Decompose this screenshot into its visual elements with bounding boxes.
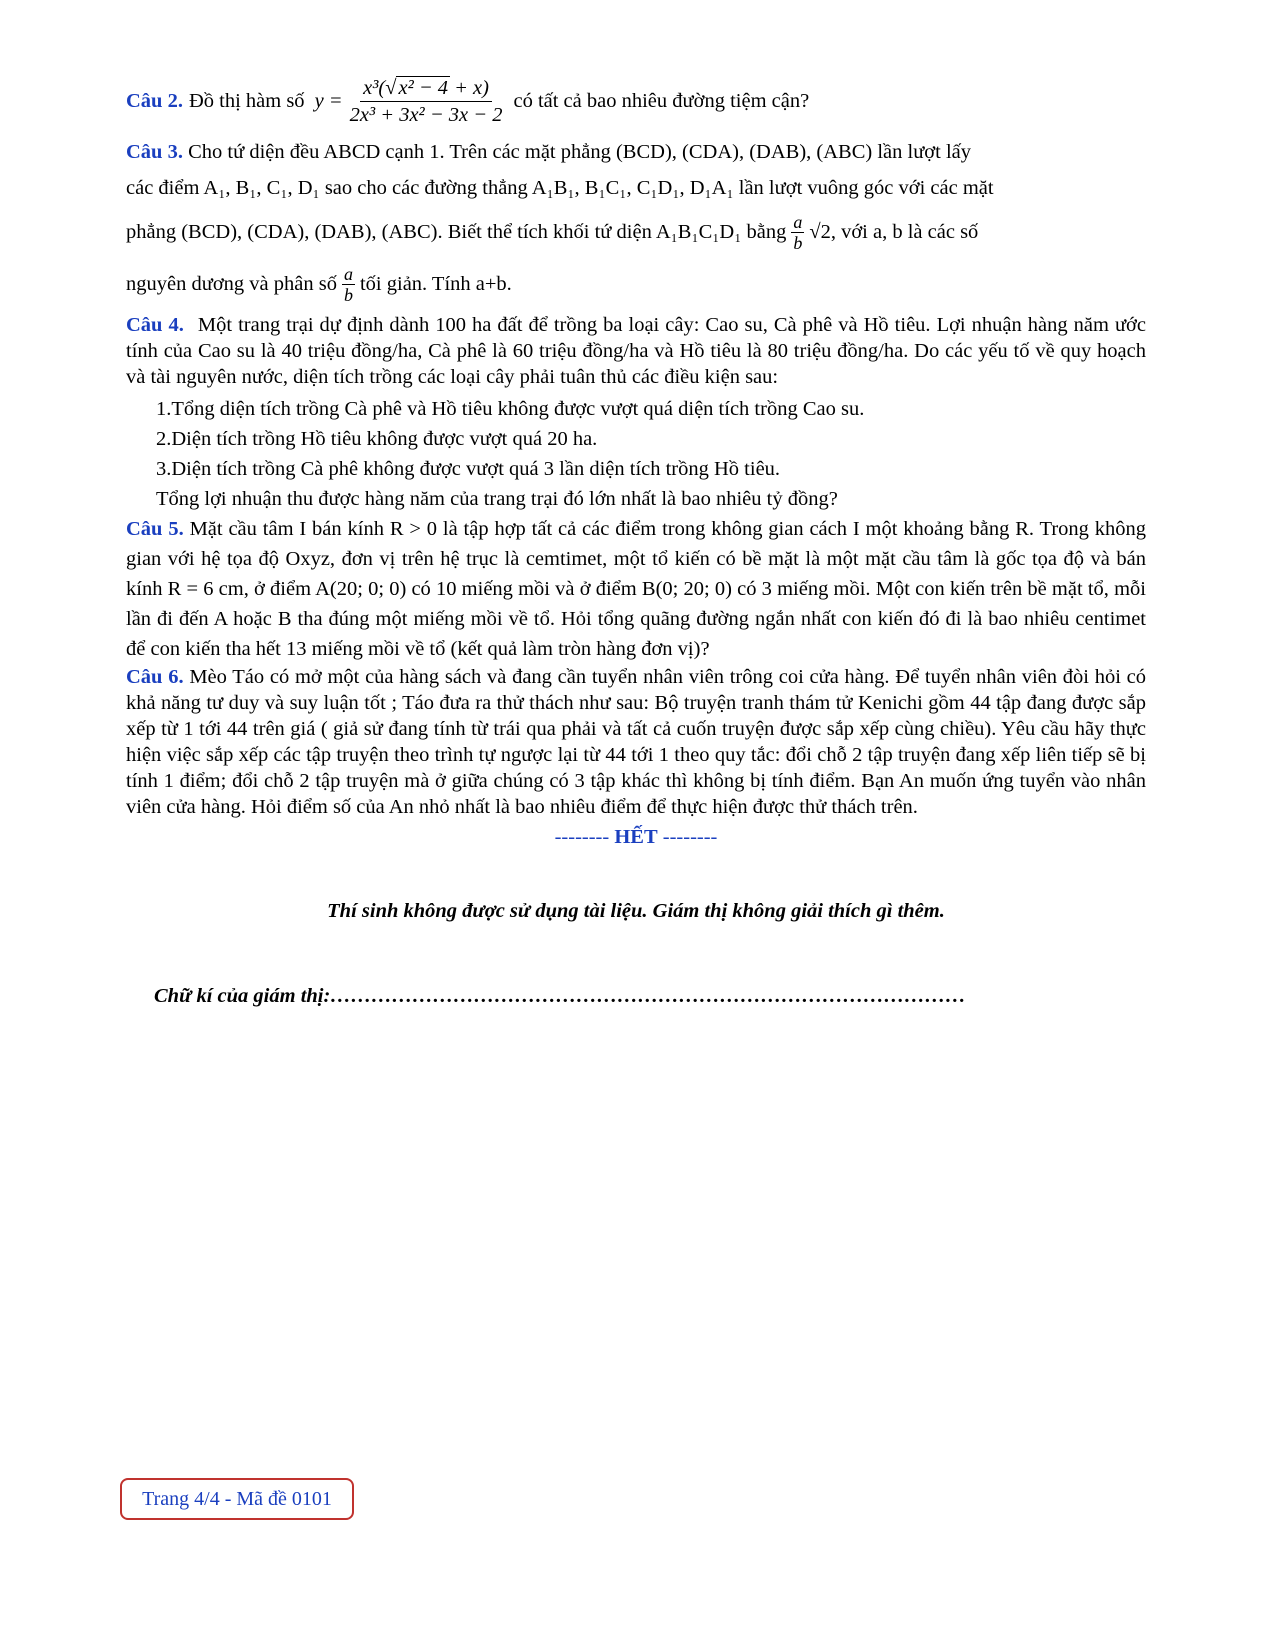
question-3 [126, 134, 1146, 310]
question-3-line-2: các điểm A₁, B₁, C₁, D₁ sao cho các đường thẳng A₁B₁, B₁C₁, C₁D₁, D₁A₁ lần lượt vuông góc với các mặt [126, 177, 994, 199]
question-4-conditions [126, 394, 1146, 514]
question-2-numerator [360, 76, 492, 102]
question-3-line-4-tail: tối giản. Tính a+b. [359, 273, 512, 295]
question-3-label: Câu 3. [126, 141, 183, 163]
question-2-function-lhs: y = [314, 90, 343, 112]
question-3-line-3-tail: √2, với a, b là các số [809, 221, 979, 243]
question-3-line-1 [126, 134, 1146, 170]
numerator-prefix: x³( [363, 77, 386, 99]
question-3-line-4 [126, 258, 1146, 310]
end-dashes-right: -------- [662, 826, 718, 848]
question-5 [126, 514, 1146, 664]
end-mark [126, 824, 1146, 850]
sqrt-radical: √ x² − 4 [385, 77, 449, 99]
question-3-line-1-text: Cho tứ diện đều ABCD cạnh 1. Trên các mặt phẳng (BCD), (CDA), (DAB), (ABC) lần lượt lấy [188, 141, 972, 163]
question-2 [126, 76, 1146, 126]
question-4-text: Một trang trại dự định dành 100 ha đất để trồng ba loại cây: Cao su, Cà phê và Hồ tiêu. Lợi nhuận hàng năm ước tính của Cao su là 40 triệu đồng/ha, Cà phê là 60 triệu đồng/ha và Hồ tiêu là 80 triệu đồng/ha. Do các yếu tố về quy hoạch và tài nguyên nước, diện tích trồng các loại cây phải tuân thủ các điều kiện sau: [126, 314, 1146, 388]
numerator-suffix: + x) [454, 77, 489, 99]
fraction-numerator: a [793, 211, 803, 232]
question-6-text: Mèo Táo có mở một của hàng sách và đang cần tuyển nhân viên trông coi cửa hàng. Để tuyển nhân viên đòi hỏi có khả năng tư duy và suy luận tốt ; Táo đưa ra thử thách như sau: Bộ truyện tranh thám tử Kenichi gồm 44 tập đang được sắp xếp từ 1 tới 44 trên giá ( giả sử đang tính từ trái qua phải và tất cả cuốn truyện được sắp xếp cùng chiều). Yêu cầu hãy thực hiện việc sắp xếp các tập truyện theo trình tự ngược lại từ 44 tới 1 theo quy tắc: đổi chỗ 2 tập truyện đang xếp liên tiếp sẽ bị tính 1 điểm; đổi chỗ 2 tập truyện mà ở giữa chúng có 3 tập khác thì không bị tính điểm. Bạn An muốn ứng tuyển vào nhân viên cửa hàng. Hỏi điểm số của An nhỏ nhất là bao nhiêu điểm để thực hiện được thử thách trên. [126, 666, 1146, 818]
question-3-line-3-text: phẳng (BCD), (CDA), (DAB), (ABC). Biết thể tích khối tứ diện A₁B₁C₁D₁ bằng [126, 221, 787, 243]
question-2-text-after: có tất cả bao nhiêu đường tiệm cận? [513, 90, 810, 112]
question-2-text-before: Đồ thị hàm số [188, 90, 305, 112]
fraction-numerator: a [343, 263, 353, 284]
question-6 [126, 664, 1146, 820]
question-3-fraction-a-b-2 [342, 264, 355, 305]
question-6-label: Câu 6. [126, 666, 184, 688]
question-4 [126, 312, 1146, 390]
fraction-denominator: b [343, 284, 353, 305]
radicand: x² − 4 [398, 77, 449, 99]
question-3-line-3 [126, 206, 1146, 258]
question-4-question: Tổng lợi nhuận thu được hàng năm của trang trại đó lớn nhất là bao nhiêu tỷ đồng? [156, 488, 838, 510]
end-word: HẾT [614, 826, 658, 848]
question-3-fraction-a-b [791, 212, 804, 253]
exam-page [126, 76, 1146, 1008]
page-footer-box [120, 1478, 354, 1520]
condition-item: 1.Tổng diện tích trồng Cà phê và Hồ tiêu không được vượt quá diện tích trồng Cao su. [156, 398, 865, 420]
question-2-label: Câu 2. [126, 90, 183, 112]
page-footer-text: Trang 4/4 - Mã đề 0101 [142, 1487, 332, 1510]
question-2-denominator: 2x³ + 3x² − 3x − 2 [349, 104, 503, 126]
condition-item: 3.Diện tích trồng Cà phê không được vượt quá 3 lần diện tích trồng Hồ tiêu. [156, 458, 781, 480]
end-dashes-left: -------- [554, 826, 610, 848]
fraction-denominator: b [793, 232, 803, 253]
exam-note: Thí sinh không được sử dụng tài liệu. Giám thị không giải thích gì thêm. [327, 900, 945, 922]
question-5-text: Mặt cầu tâm I bán kính R > 0 là tập hợp tất cả các điểm trong không gian cách I một khoảng bằng R. Trong không gian với hệ tọa độ Oxyz, đơn vị trên hệ trục là cemtimet, một tổ kiến có bề mặt là một mặt cầu tâm là gốc tọa độ và bán kính R = 6 cm, ở điểm A(20; 0; 0) có 10 miếng mồi và ở điểm B(0; 20; 0) có 3 miếng mồi. Một con kiến trên bề mặt tổ, mỗi lần đi đến A hoặc B tha đúng một miếng mồi về tổ. Hỏi tổng quãng đường ngắn nhất con kiến đó đi là bao nhiêu centimet để con kiến tha hết 13 miếng mồi về tổ (kết quả làm tròn hàng đơn vị)? [126, 518, 1147, 660]
question-5-label: Câu 5. [126, 518, 184, 540]
question-3-line-4-text: nguyên dương và phân số [126, 273, 337, 295]
question-2-fraction [347, 76, 506, 126]
condition-item: 2.Diện tích trồng Hồ tiêu không được vượt quá 20 ha. [156, 428, 598, 450]
proctor-signature-line: Chữ kí của giám thị:………………………………………………………………………………… [154, 985, 966, 1007]
question-4-label: Câu 4. [126, 314, 184, 336]
